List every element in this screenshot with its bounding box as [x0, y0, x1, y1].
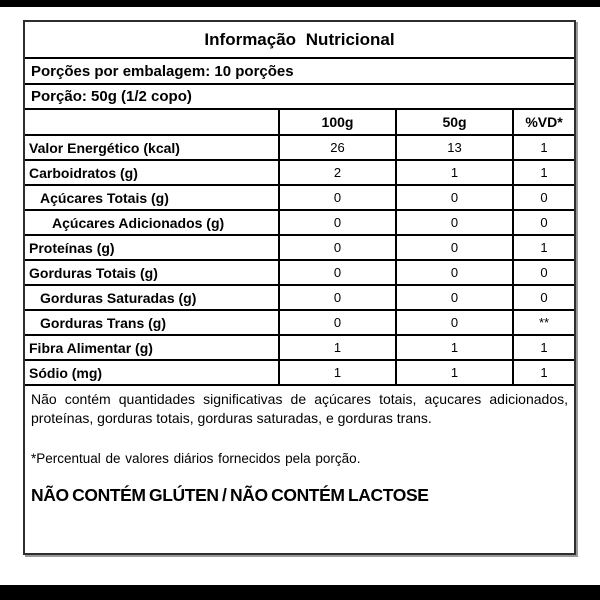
value-cell: 0 [512, 211, 574, 236]
value-cell: 1 [512, 136, 574, 161]
row-label-gorduras-saturadas: Gorduras Saturadas (g) [25, 286, 278, 311]
value-cell: 0 [395, 211, 512, 236]
column-header-50g: 50g [395, 110, 512, 136]
value-cell: 0 [395, 286, 512, 311]
row-label-acucares-totais: Açúcares Totais (g) [25, 186, 278, 211]
daily-values-note: *Percentual de valores diários fornecidos pela porção. [31, 451, 361, 467]
value-cell: 0 [395, 186, 512, 211]
value-cell: 0 [278, 211, 395, 236]
value-cell: 0 [512, 261, 574, 286]
row-label-proteinas: Proteínas (g) [25, 236, 278, 261]
value-cell: 1 [395, 161, 512, 186]
value-cell: 0 [278, 236, 395, 261]
value-cell: 26 [278, 136, 395, 161]
value-cell: 1 [278, 361, 395, 386]
value-cell: 0 [278, 286, 395, 311]
no-significant-amounts-note: Não contém quantidades significativas de açúcares totais, açucares adicionados, proteínas, gorduras totais, gorduras saturadas, e gorduras trans. [31, 391, 568, 426]
footnotes-section [25, 386, 574, 506]
value-cell: 0 [512, 186, 574, 211]
row-label-gorduras-totais: Gorduras Totais (g) [25, 261, 278, 286]
row-label-sodio: Sódio (mg) [25, 361, 278, 386]
value-cell: 1 [395, 336, 512, 361]
column-header-label [25, 110, 278, 136]
value-cell: 0 [395, 261, 512, 286]
value-cell: 0 [512, 286, 574, 311]
row-label-gorduras-trans: Gorduras Trans (g) [25, 311, 278, 336]
value-cell: 0 [395, 236, 512, 261]
servings-per-package-line: Porções por embalagem: 10 porções [25, 59, 574, 85]
value-cell: 1 [512, 361, 574, 386]
top-black-bar [0, 0, 600, 7]
value-cell: 1 [512, 236, 574, 261]
allergen-statement: NÃO CONTÉM GLÚTEN / NÃO CONTÉM LACTOSE [31, 485, 429, 506]
row-label-fibra-alimentar: Fibra Alimentar (g) [25, 336, 278, 361]
value-cell: 0 [278, 311, 395, 336]
nutrition-facts-panel [23, 20, 576, 555]
value-cell: 1 [512, 336, 574, 361]
bottom-black-bar [0, 585, 600, 600]
value-cell: 0 [395, 311, 512, 336]
row-label-carboidratos: Carboidratos (g) [25, 161, 278, 186]
portion-size-line: Porção: 50g (1/2 copo) [25, 85, 574, 110]
nutrition-table [25, 110, 574, 386]
column-header-100g: 100g [278, 110, 395, 136]
value-cell: 1 [512, 161, 574, 186]
panel-title: Informação Nutricional [25, 22, 574, 59]
row-label-acucares-adicionados: Açúcares Adicionados (g) [25, 211, 278, 236]
value-cell: 0 [278, 186, 395, 211]
value-cell: ** [512, 311, 574, 336]
value-cell: 0 [278, 261, 395, 286]
column-header-vd: %VD* [512, 110, 574, 136]
value-cell: 1 [278, 336, 395, 361]
value-cell: 2 [278, 161, 395, 186]
value-cell: 1 [395, 361, 512, 386]
row-label-valor-energetico: Valor Energético (kcal) [25, 136, 278, 161]
value-cell: 13 [395, 136, 512, 161]
